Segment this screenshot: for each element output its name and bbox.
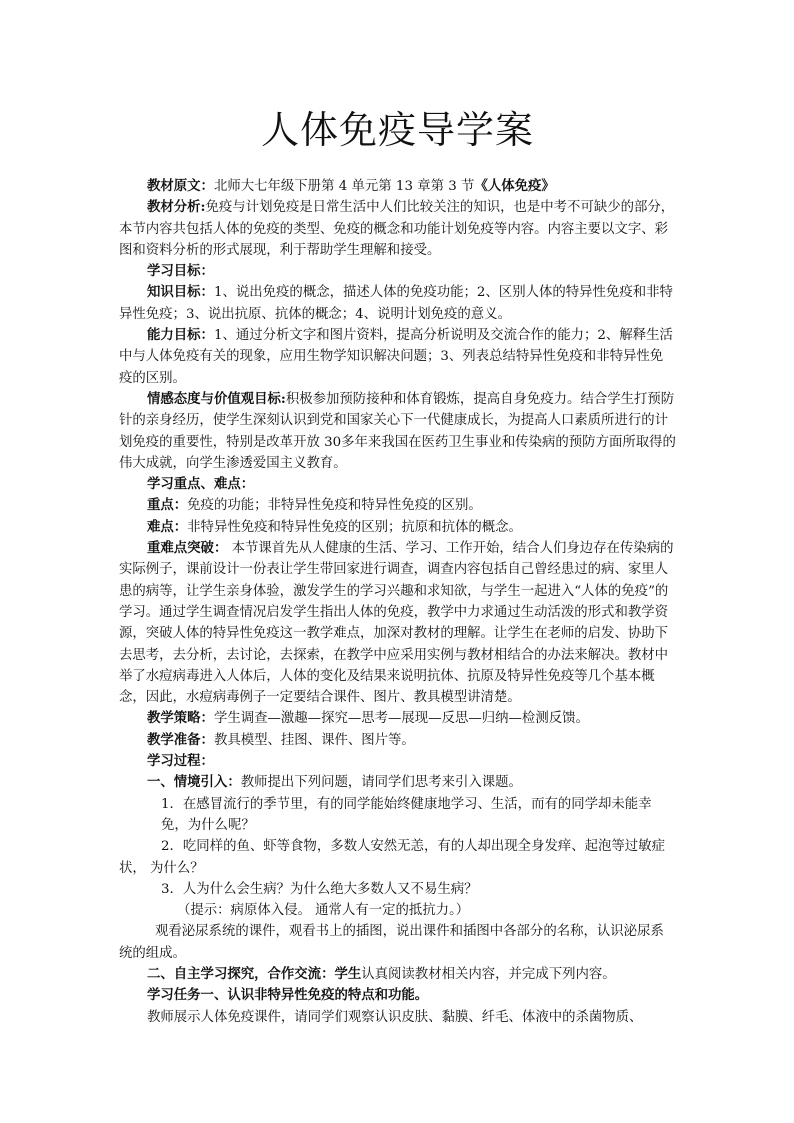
preparation-label: 教学准备： xyxy=(147,731,214,748)
section-2-text: 认真阅读教材相关内容，并完成下列内容。 xyxy=(361,966,616,982)
knowledge-goal xyxy=(119,282,676,325)
strategy xyxy=(119,708,676,729)
key-point-text: 免疫的功能；非特异性免疫和特异性免疫的区别。 xyxy=(187,498,482,514)
breakthrough-text: 本节课首先从人健康的生活、学习、工作开始，结合人们身边存在传染病的实际例子，课前设计一份表让学生带回家进行调查，调查内容包括自己曾经患过的病、家里人患的病等，让学生亲身体验，激发学生的学习兴趣和求知欲，与学生一起进入“人体的免疫”的学习。通过学生调查情况启发学生指出人体的免疫，教学中力求通过生动活泼的形式和教学资源，突破人体的特异性免疫这一教学难点，加深对教材的理解。让学生在老师的启发、协助下去思考，去分析，去讨论，去探索，在教学中应采用实例与教材相结合的办法来解决。教材中举了水痘病毒进入人体后，人体的变化及结果来说明抗体、抗原及特异性免疫等几个基本概念，因此，水痘病毒例子一定要结合课件、图片、教具模型讲清楚。 xyxy=(119,541,674,706)
strategy-text: 学生调查—激趣—探究—思考—展现—反思—归纳—检测反馈。 xyxy=(213,711,589,727)
section-1-label: 一、情境引入： xyxy=(147,774,241,791)
material-source xyxy=(119,176,676,197)
key-heading-text: 学习重点、难点： xyxy=(147,476,255,493)
preparation-text: 教具模型、挂图、课件、图片等。 xyxy=(213,732,415,748)
section-2-label: 二、自主学习探究，合作交流：学生 xyxy=(147,965,362,982)
question-1: 1．在感冒流行的季节里，有的同学能始终健康地学习、生活，而有的同学却未能幸免，为什么呢？ xyxy=(161,796,652,833)
ability-goal-label: 能力目标： xyxy=(147,327,214,344)
teacher-show: 教师展示人体免疫课件，请同学们观察认识皮肤、黏膜、纤毛、体液中的杀菌物质、 xyxy=(147,1009,643,1025)
key-heading xyxy=(119,474,676,495)
task-1 xyxy=(119,985,676,1006)
material-source-text: 北师大七年级下册第 4 单元第 13 章第 3 节 xyxy=(213,179,475,194)
process-heading xyxy=(119,751,676,772)
material-analysis-label: 教材分析: xyxy=(147,199,206,216)
breakthrough-label: 重难点突破： xyxy=(147,540,228,557)
breakthrough xyxy=(119,538,676,708)
document-title: 人体免疫导学案 xyxy=(260,108,534,152)
material-analysis-text: 免疫与计划免疫是日常生活中人们比较关注的知识，也是中考不可缺少的部分，本节内容共包括人体的免疫的类型、免疫的概念和功能计划免疫等内容。内容主要以文字、彩图和资料分析的形式展现，利于帮助学生理解和接受。 xyxy=(119,200,675,258)
observe-paragraph: 观看泌尿系统的课件，观看书上的插图，说出课件和插图中各部分的名称，认识泌尿系统的组成。 xyxy=(119,924,664,961)
question-3: 3．人为什么会生病？为什么绝大多数人又不易生病？ xyxy=(161,881,478,897)
emotion-goal-label: 情感态度与价值观目标: xyxy=(147,390,286,407)
goals-heading xyxy=(119,261,676,282)
difficulty xyxy=(119,517,676,538)
ability-goal-text: 1、通过分析文字和图片资料，提高分析说明及交流合作的能力；2、解释生活中与人体免疫有关的现象，应用生物学知识解决问题；3、列表总结特异性免疫和非特异性免疫的区别。 xyxy=(119,328,673,386)
hint: （提示：病原体入侵。 通常人有一定的抵抗力。） xyxy=(177,903,470,919)
knowledge-goal-label: 知识目标： xyxy=(147,284,214,301)
key-point-label: 重点： xyxy=(147,497,188,514)
question-2: 2．吃同样的鱼、虾等食物，多数人安然无恙，有的人却出现全身发痒、起泡等过敏症状， 为什么？ xyxy=(119,839,665,876)
material-analysis xyxy=(119,197,676,261)
section-1 xyxy=(119,772,676,793)
material-source-label: 教材原文： xyxy=(147,178,214,194)
key-point xyxy=(119,495,676,516)
document-body xyxy=(119,176,676,1028)
process-heading-text: 学习过程： xyxy=(147,753,214,770)
difficulty-text: 非特异性免疫和特异性免疫的区别；抗原和抗体的概念。 xyxy=(187,519,522,535)
preparation xyxy=(119,730,676,751)
difficulty-label: 难点： xyxy=(147,518,188,535)
emotion-goal xyxy=(119,389,676,474)
material-source-title: 《人体免疫》 xyxy=(474,178,555,194)
task-1-text: 学习任务一、认识非特异性免疫的特点和功能。 xyxy=(147,987,429,1004)
emotion-goal-text: 积极参加预防接种和体育锻炼，提高自身免疫力。结合学生打预防针的亲身经历，使学生深刻认识到党和国家关心下一代健康成长，为提高人口素质所进行的计划免疫的重要性，特别是改革开放 30多年来我国在医药卫生事业和传染病的预防方面所取得的伟大成就，向学生渗透爱国主义教育。 xyxy=(119,391,676,471)
ability-goal xyxy=(119,325,676,389)
section-1-text: 教师提出下列问题，请同学们思考来引入课题。 xyxy=(240,775,522,791)
knowledge-goal-text: 1、说出免疫的概念，描述人体的免疫功能；2、区别人体的特异性免疫和非特异性免疫；3、说出抗原、抗体的概念；4、说明计划免疫的意义。 xyxy=(119,285,673,322)
strategy-label: 教学策略： xyxy=(147,710,214,727)
section-2 xyxy=(119,964,676,985)
goals-heading-text: 学习目标： xyxy=(147,263,214,280)
